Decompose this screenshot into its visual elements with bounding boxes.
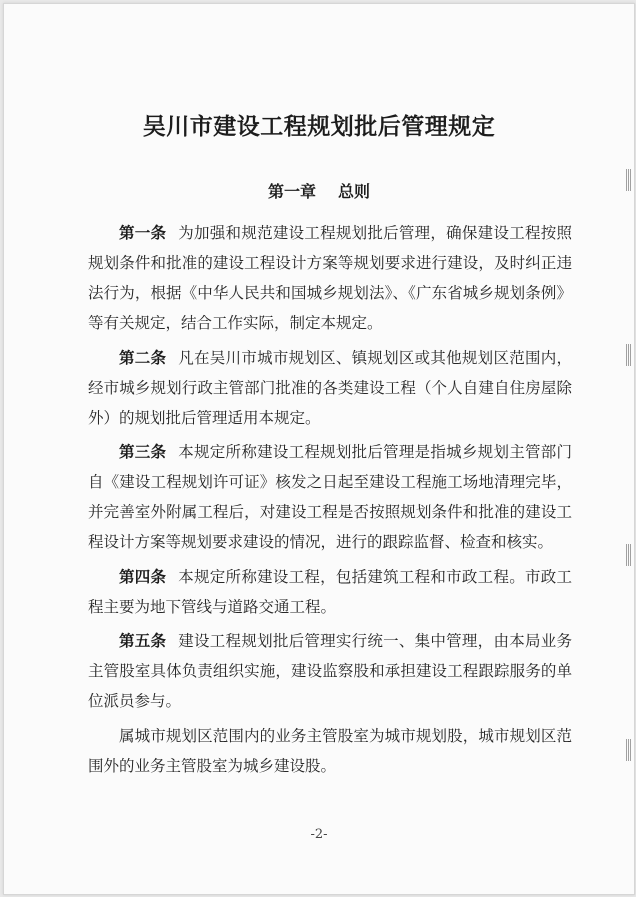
- article-paragraph: [88, 437, 572, 557]
- article-text: 为加强和规范建设工程规划批后管理，确保建设工程按照规划条件和批准的建设工程设计方案等规划要求进行建设，及时纠正违法行为，根据《中华人民共和国城乡规划法》、《广东省城乡规划条例》等有关规定，结合工作实际，制定本规定。: [88, 224, 572, 332]
- document-title: 吴川市建设工程规划批后管理规定: [142, 114, 496, 140]
- article-paragraph: [88, 562, 572, 622]
- document-body: [88, 218, 572, 786]
- scan-edge-mark: [626, 544, 632, 566]
- article-text: 本规定所称建设工程，包括建筑工程和市政工程。市政工程主要为地下管线与道路交通工程。: [88, 567, 572, 616]
- article-text: 凡在吴川市城市规划区、镇规划区或其他规划区范围内，经市城乡规划行政主管部门批准的各类建设工程（个人自建自住房屋除外）的规划批后管理适用本规定。: [88, 348, 572, 427]
- continuation-paragraph: [88, 721, 572, 781]
- article-number: 第四条: [119, 567, 167, 586]
- document-page: [3, 3, 635, 895]
- article-text: 建设工程规划批后管理实行统一、集中管理，由本局业务主管股室具体负责组织实施，建设监察股和承担建设工程跟踪服务的单位派员参与。: [88, 632, 572, 711]
- scan-edge-mark: [626, 739, 632, 761]
- chapter-number: 第一章: [267, 182, 316, 201]
- article-paragraph: [88, 343, 572, 433]
- chapter-heading: [4, 179, 634, 202]
- article-paragraph: [88, 218, 572, 338]
- article-number: 第二条: [119, 348, 167, 367]
- page-number: -2-: [310, 827, 328, 842]
- scan-edge-mark: [626, 169, 632, 191]
- chapter-name: 总则: [338, 182, 371, 201]
- article-text: 本规定所称建设工程规划批后管理是指城乡规划主管部门自《建设工程规划许可证》核发之日起至建设工程施工场地清理完毕，并完善室外附属工程后，对建设工程是否按照规划条件和批准的建设工程设计方案等规划要求建设的情况，进行的跟踪监督、检查和核实。: [88, 443, 572, 552]
- scan-edge-mark: [626, 344, 632, 366]
- article-paragraph: [88, 626, 572, 716]
- article-number: 第一条: [119, 224, 167, 242]
- article-number: 第五条: [119, 632, 167, 651]
- article-number: 第三条: [119, 443, 167, 462]
- paragraph-text: 属城市规划区范围内的业务主管股室为城市规划股，城市规划区范围外的业务主管股室为城乡建设股。: [88, 726, 572, 775]
